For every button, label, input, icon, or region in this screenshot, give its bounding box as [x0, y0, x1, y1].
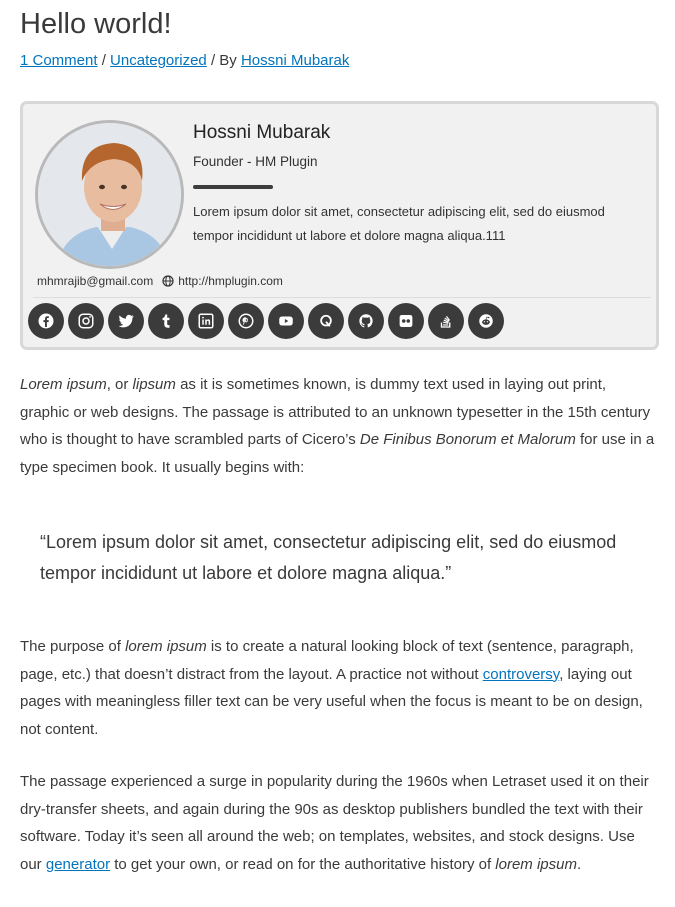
tumblr-icon: [157, 312, 175, 330]
instagram-link[interactable]: [68, 303, 104, 339]
author-website-url[interactable]: http://hmplugin.com: [178, 274, 283, 288]
post-title: Hello world!: [20, 8, 172, 40]
author-divider-bar: [193, 185, 273, 189]
paragraph-text: for use in a type specimen book. It usually begins with:: [20, 431, 655, 476]
author-contact: [37, 274, 283, 288]
paragraph-text: The passage experienced a surge in popularity during the 1960s when Letraset used it on their dry-transfer sheets, and again during the 90s as desktop publishers bundled the text with their software. Today it’s seen all around the web; on templates, websites, and stock designs. Use our: [20, 773, 649, 873]
youtube-link[interactable]: [268, 303, 304, 339]
facebook-link[interactable]: [28, 303, 64, 339]
content-paragraph-1: [20, 371, 655, 481]
author-box-divider: [33, 297, 651, 298]
emphasis-text: De Finibus Bonorum et Malorum: [359, 431, 576, 448]
avatar-photo: [38, 123, 184, 269]
author-box: [20, 101, 659, 350]
avatar: [35, 120, 184, 269]
generator-link[interactable]: generator: [45, 855, 111, 873]
paragraph-text: .: [576, 855, 582, 873]
quora-link[interactable]: [308, 303, 344, 339]
author-role: Founder - HM Plugin: [193, 154, 318, 169]
paragraph-text: is to create a natural looking block of text (sentence, paragraph, page, etc.) that doesn’t distract from the layout. A practice not without: [20, 638, 634, 683]
reddit-icon: [477, 312, 495, 330]
category-link[interactable]: Uncategorized: [110, 52, 207, 69]
author-link[interactable]: Hossni Mubarak: [240, 52, 350, 69]
linkedin-link[interactable]: [188, 303, 224, 339]
twitter-link[interactable]: [108, 303, 144, 339]
controversy-link[interactable]: controversy: [482, 665, 560, 683]
blockquote: “Lorem ipsum dolor sit amet, consectetur adipiscing elit, sed do eiusmod tempor incididunt ut labore et dolore magna aliqua.”: [40, 532, 617, 583]
github-link[interactable]: [348, 303, 384, 339]
globe-icon: [162, 275, 174, 287]
instagram-icon: [77, 312, 95, 330]
comments-link[interactable]: 1 Comment: [20, 52, 98, 69]
pinterest-link[interactable]: [228, 303, 264, 339]
social-links: [28, 303, 508, 339]
reddit-link[interactable]: [468, 303, 504, 339]
emphasis-text: lorem ipsum: [495, 855, 577, 873]
pinterest-icon: [237, 312, 255, 330]
emphasis-text: lipsum: [132, 376, 176, 393]
author-bio: Lorem ipsum dolor sit amet, consectetur adipiscing elit, sed do eiusmod tempor incididunt ut labore et dolore magna aliqua.111: [193, 204, 605, 243]
flickr-link[interactable]: [388, 303, 424, 339]
youtube-icon: [277, 312, 295, 330]
content-paragraph-2: [20, 633, 655, 743]
author-website[interactable]: [162, 274, 283, 288]
paragraph-text: , laying out pages with meaningless filler text can be very useful when the focus is meant to be on design, not content.: [20, 665, 643, 738]
author-name: Hossni Mubarak: [193, 122, 331, 143]
paragraph-text: The purpose of: [20, 638, 126, 655]
paragraph-text: to get your own, or read on for the authoritative history of: [110, 855, 496, 873]
emphasis-text: lorem ipsum: [125, 638, 207, 655]
emphasis-text: Lorem ipsum: [20, 376, 107, 393]
paragraph-text: , or: [106, 376, 133, 393]
facebook-icon: [37, 312, 55, 330]
content-paragraph-3: [20, 768, 655, 878]
github-icon: [357, 312, 375, 330]
quora-icon: [317, 312, 335, 330]
meta-separator: /: [97, 52, 111, 69]
stackoverflow-icon: [437, 312, 455, 330]
tumblr-link[interactable]: [148, 303, 184, 339]
linkedin-icon: [197, 312, 215, 330]
paragraph-text: as it is sometimes known, is dummy text used in laying out print, graphic or web designs. The passage is attributed to an unknown typesetter in the 15th century who is thought to have scrambled parts of Cicero’s: [20, 376, 651, 448]
meta-by: / By: [206, 52, 241, 69]
twitter-icon: [117, 312, 135, 330]
post-meta: [20, 52, 349, 69]
stackoverflow-link[interactable]: [428, 303, 464, 339]
flickr-icon: [397, 312, 415, 330]
author-email[interactable]: mhmrajib@gmail.com: [37, 274, 154, 288]
